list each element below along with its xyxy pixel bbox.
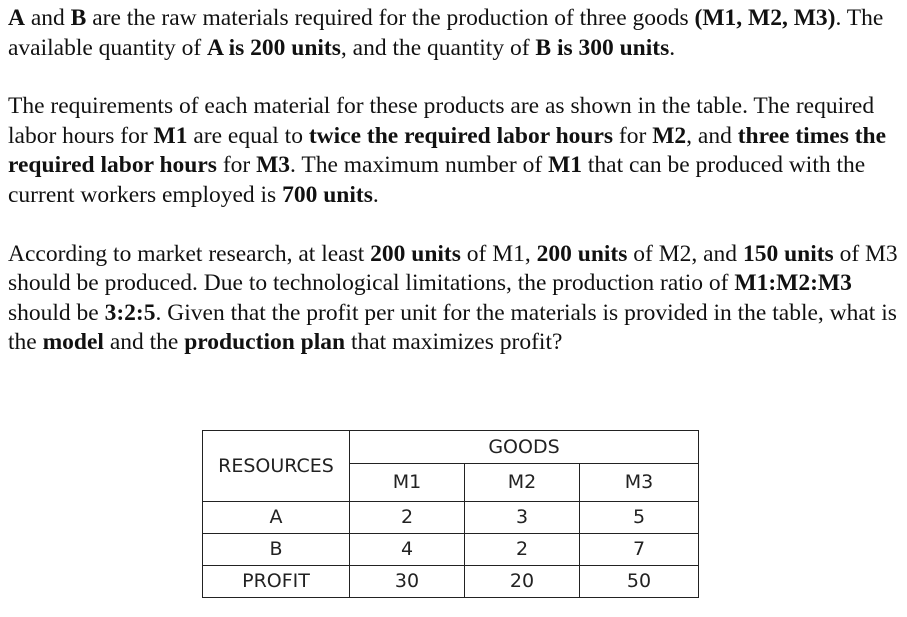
table-cell: 3: [465, 502, 580, 534]
resources-table: [202, 430, 699, 598]
bold-text-run: (M1, M2, M3): [694, 5, 836, 31]
table-cell: 5: [580, 502, 699, 534]
text-run: and the: [103, 329, 185, 356]
column-header-m3: M3: [580, 464, 699, 502]
table-cell: 4: [350, 534, 465, 566]
problem-text: [8, 4, 898, 387]
text-run: . The available quantity of: [8, 5, 884, 61]
text-run: are equal to: [187, 122, 309, 149]
table-cell: 2: [350, 502, 465, 534]
bold-text-run: 150 units: [742, 240, 834, 267]
paragraph-2: [8, 92, 898, 210]
bold-text-run: 3:2:5: [104, 299, 156, 326]
paragraph-3: [8, 240, 898, 358]
text-run: . Given that the profit per unit for the materials is provided in the table, what is the: [8, 299, 897, 356]
table-cell: 20: [465, 566, 580, 598]
row-label: A: [203, 502, 350, 534]
bold-text-run: M1: [548, 152, 582, 179]
column-header-m1: M1: [350, 464, 465, 502]
bold-text-run: B: [70, 5, 87, 31]
table-cell: 2: [465, 534, 580, 566]
text-run: that maximizes profit?: [345, 329, 563, 356]
text-run: should be: [8, 299, 105, 326]
bold-text-run: twice the required labor hours: [308, 122, 614, 149]
bold-text-run: A is 200 units: [207, 34, 341, 61]
table-row: [203, 534, 699, 566]
bold-text-run: A: [8, 5, 25, 31]
text-run: of M1,: [460, 240, 537, 267]
text-run: of M3 should be produced. Due to technological limitations, the production ratio of: [8, 240, 898, 297]
text-run: .: [372, 181, 379, 208]
bold-text-run: M1: [153, 122, 188, 149]
column-header-m2: M2: [465, 464, 580, 502]
resources-header: RESOURCES: [203, 431, 350, 502]
bold-text-run: B is 300 units: [535, 34, 670, 61]
table-row: [203, 502, 699, 534]
table-cell: 50: [580, 566, 699, 598]
text-run: and: [24, 5, 71, 31]
bold-text-run: M2: [652, 122, 687, 149]
bold-text-run: 200 units: [370, 240, 461, 267]
text-run: for: [613, 122, 653, 149]
bold-text-run: 200 units: [536, 240, 628, 267]
text-run: The requirements of each material for these products are as shown in the table. The required labor hours for: [8, 93, 875, 149]
text-run: . The maximum number of: [290, 152, 549, 179]
bold-text-run: model: [42, 329, 104, 356]
paragraph-1: [8, 4, 898, 63]
bold-text-run: M1:M2:M3: [734, 270, 852, 297]
text-run: According to market research, at least: [8, 240, 371, 267]
text-run: .: [669, 34, 676, 61]
text-run: , and: [686, 122, 738, 149]
text-run: , and the quantity of: [340, 34, 536, 61]
table-row: [203, 566, 699, 598]
row-label: PROFIT: [203, 566, 350, 598]
goods-header: GOODS: [350, 431, 699, 464]
text-run: for: [216, 152, 257, 179]
text-run: are the raw materials required for the production of three goods: [86, 5, 695, 31]
row-label: B: [203, 534, 350, 566]
bold-text-run: 700 units: [282, 181, 373, 208]
text-run: of M2, and: [627, 240, 743, 267]
bold-text-run: three times the required labor hours: [8, 122, 887, 179]
bold-text-run: M3: [256, 152, 291, 179]
bold-text-run: production plan: [184, 329, 346, 356]
table-cell: 30: [350, 566, 465, 598]
text-run: that can be produced with the current workers employed is: [8, 152, 866, 208]
table-cell: 7: [580, 534, 699, 566]
